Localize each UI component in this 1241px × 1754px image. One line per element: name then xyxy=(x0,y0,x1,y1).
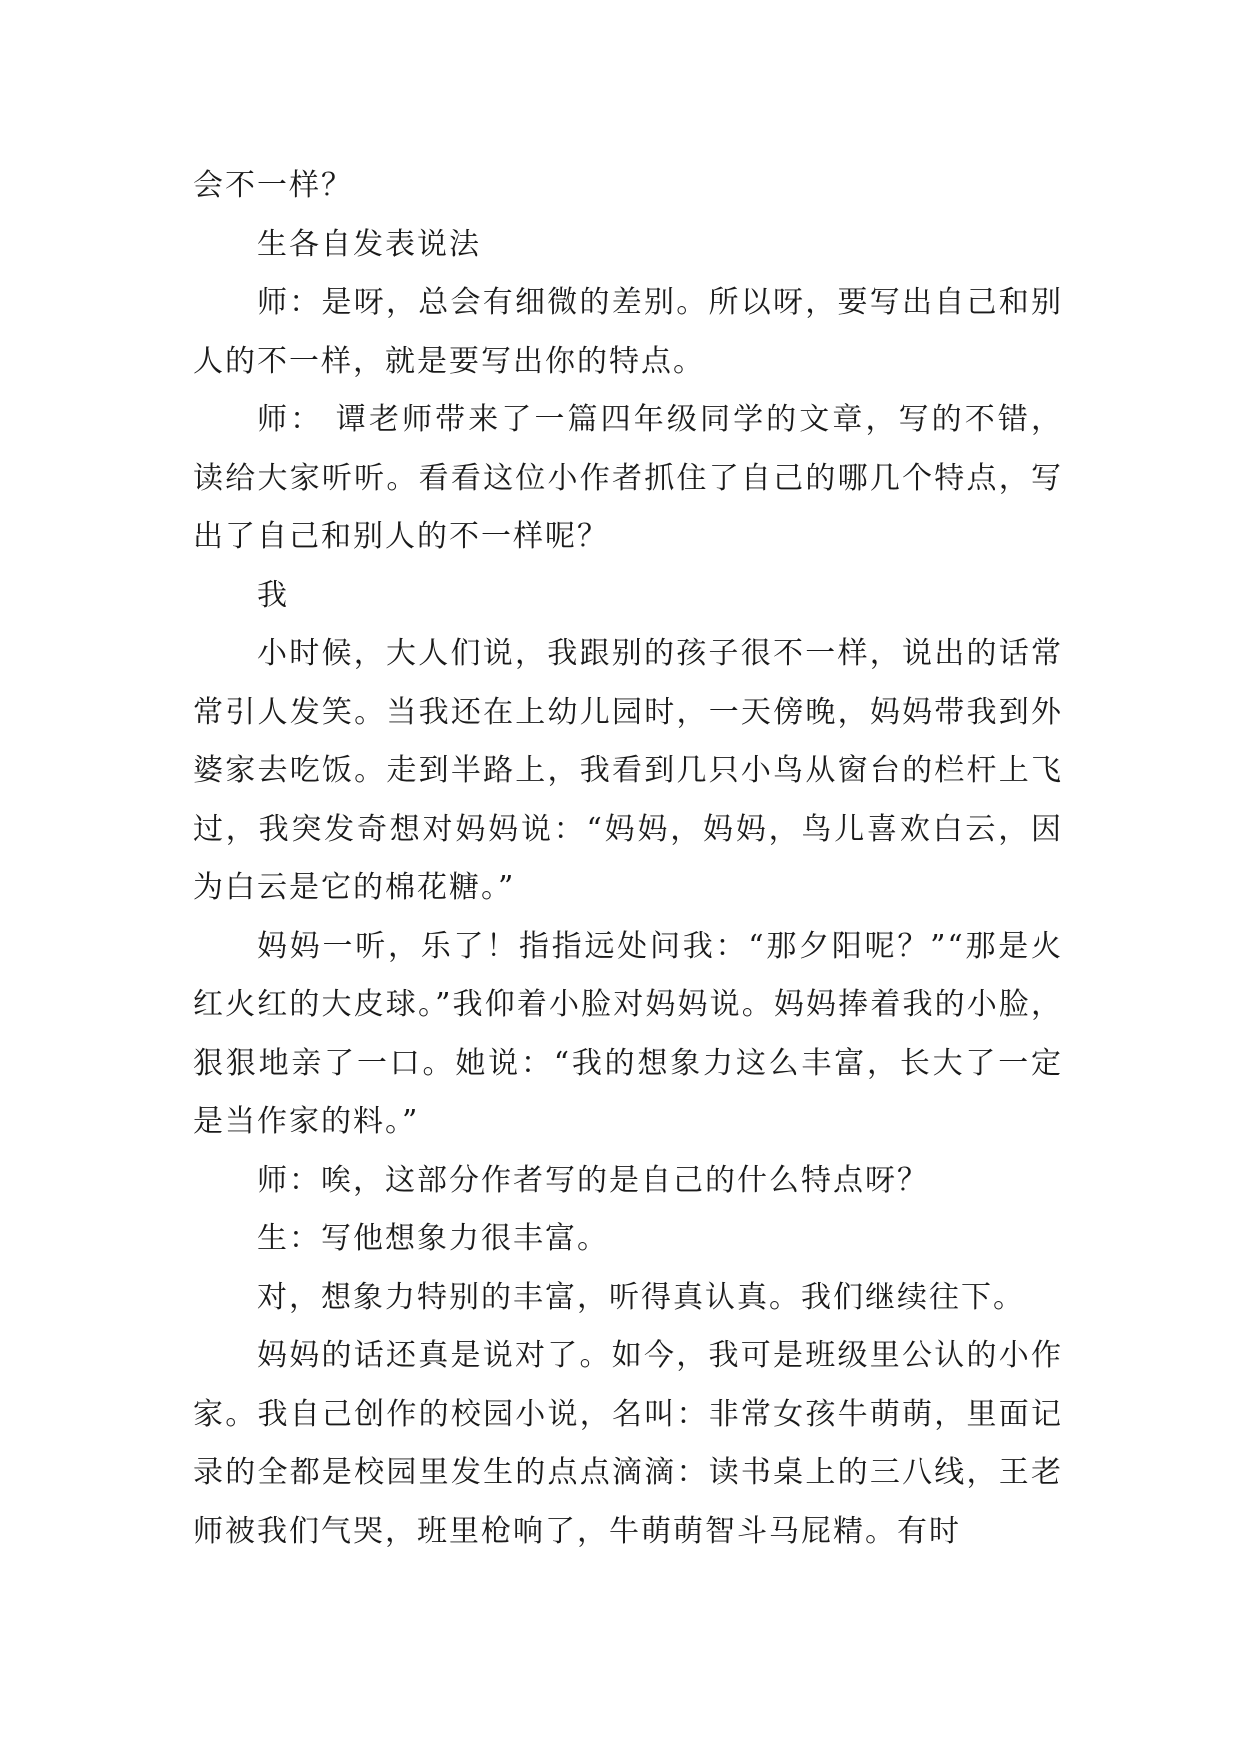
paragraph-8: 师：唉，这部分作者写的是自己的什么特点呀？ xyxy=(257,1162,929,1198)
paragraph-7: 妈妈一听，乐了！指指远处问我：“那夕阳呢？”“那是火红火红的大皮球。”我仰着小脸对妈妈说。妈妈捧着我的小脸，狠狠地亲了一口。她说：“我的想象力这么丰富，长大了一定是当作家的料。” xyxy=(193,928,1063,1139)
paragraph-11: 妈妈的话还真是说对了。如今，我可是班级里公认的小作家。我自己创作的校园小说，名叫：非常女孩牛萌萌，里面记录的全都是校园里发生的点点滴滴：读书桌上的三八线，王老师被我们气哭，班里枪响了，牛萌萌智斗马屁精。有时 xyxy=(193,1338,1063,1549)
paragraph-9: 生：写他想象力很丰富。 xyxy=(257,1221,609,1256)
document-body xyxy=(193,157,1063,1561)
paragraph-4: 师： 谭老师带来了一篇四年级同学的文章，写的不错，读给大家听听。看看这位小作者抓住了自己的哪几个特点，写出了自己和别人的不一样呢？ xyxy=(193,402,1063,554)
paragraph-3: 师：是呀，总会有细微的差别。所以呀，要写出自己和别人的不一样，就是要写出你的特点。 xyxy=(193,285,1063,379)
paragraph-5-essay-title: 我 xyxy=(257,577,289,613)
paragraph-1: 会不一样？ xyxy=(193,168,353,203)
paragraph-10: 对，想象力特别的丰富，听得真认真。我们继续往下。 xyxy=(257,1279,1025,1315)
paragraph-6: 小时候，大人们说，我跟别的孩子很不一样，说出的话常常引人发笑。当我还在上幼儿园时，一天傍晚，妈妈带我到外婆家去吃饭。走到半路上，我看到几只小鸟从窗台的栏杆上飞过，我突发奇想对妈妈说：“妈妈，妈妈，鸟儿喜欢白云，因为白云是它的棉花糖。” xyxy=(193,636,1063,905)
paragraph-2: 生各自发表说法 xyxy=(257,226,481,262)
